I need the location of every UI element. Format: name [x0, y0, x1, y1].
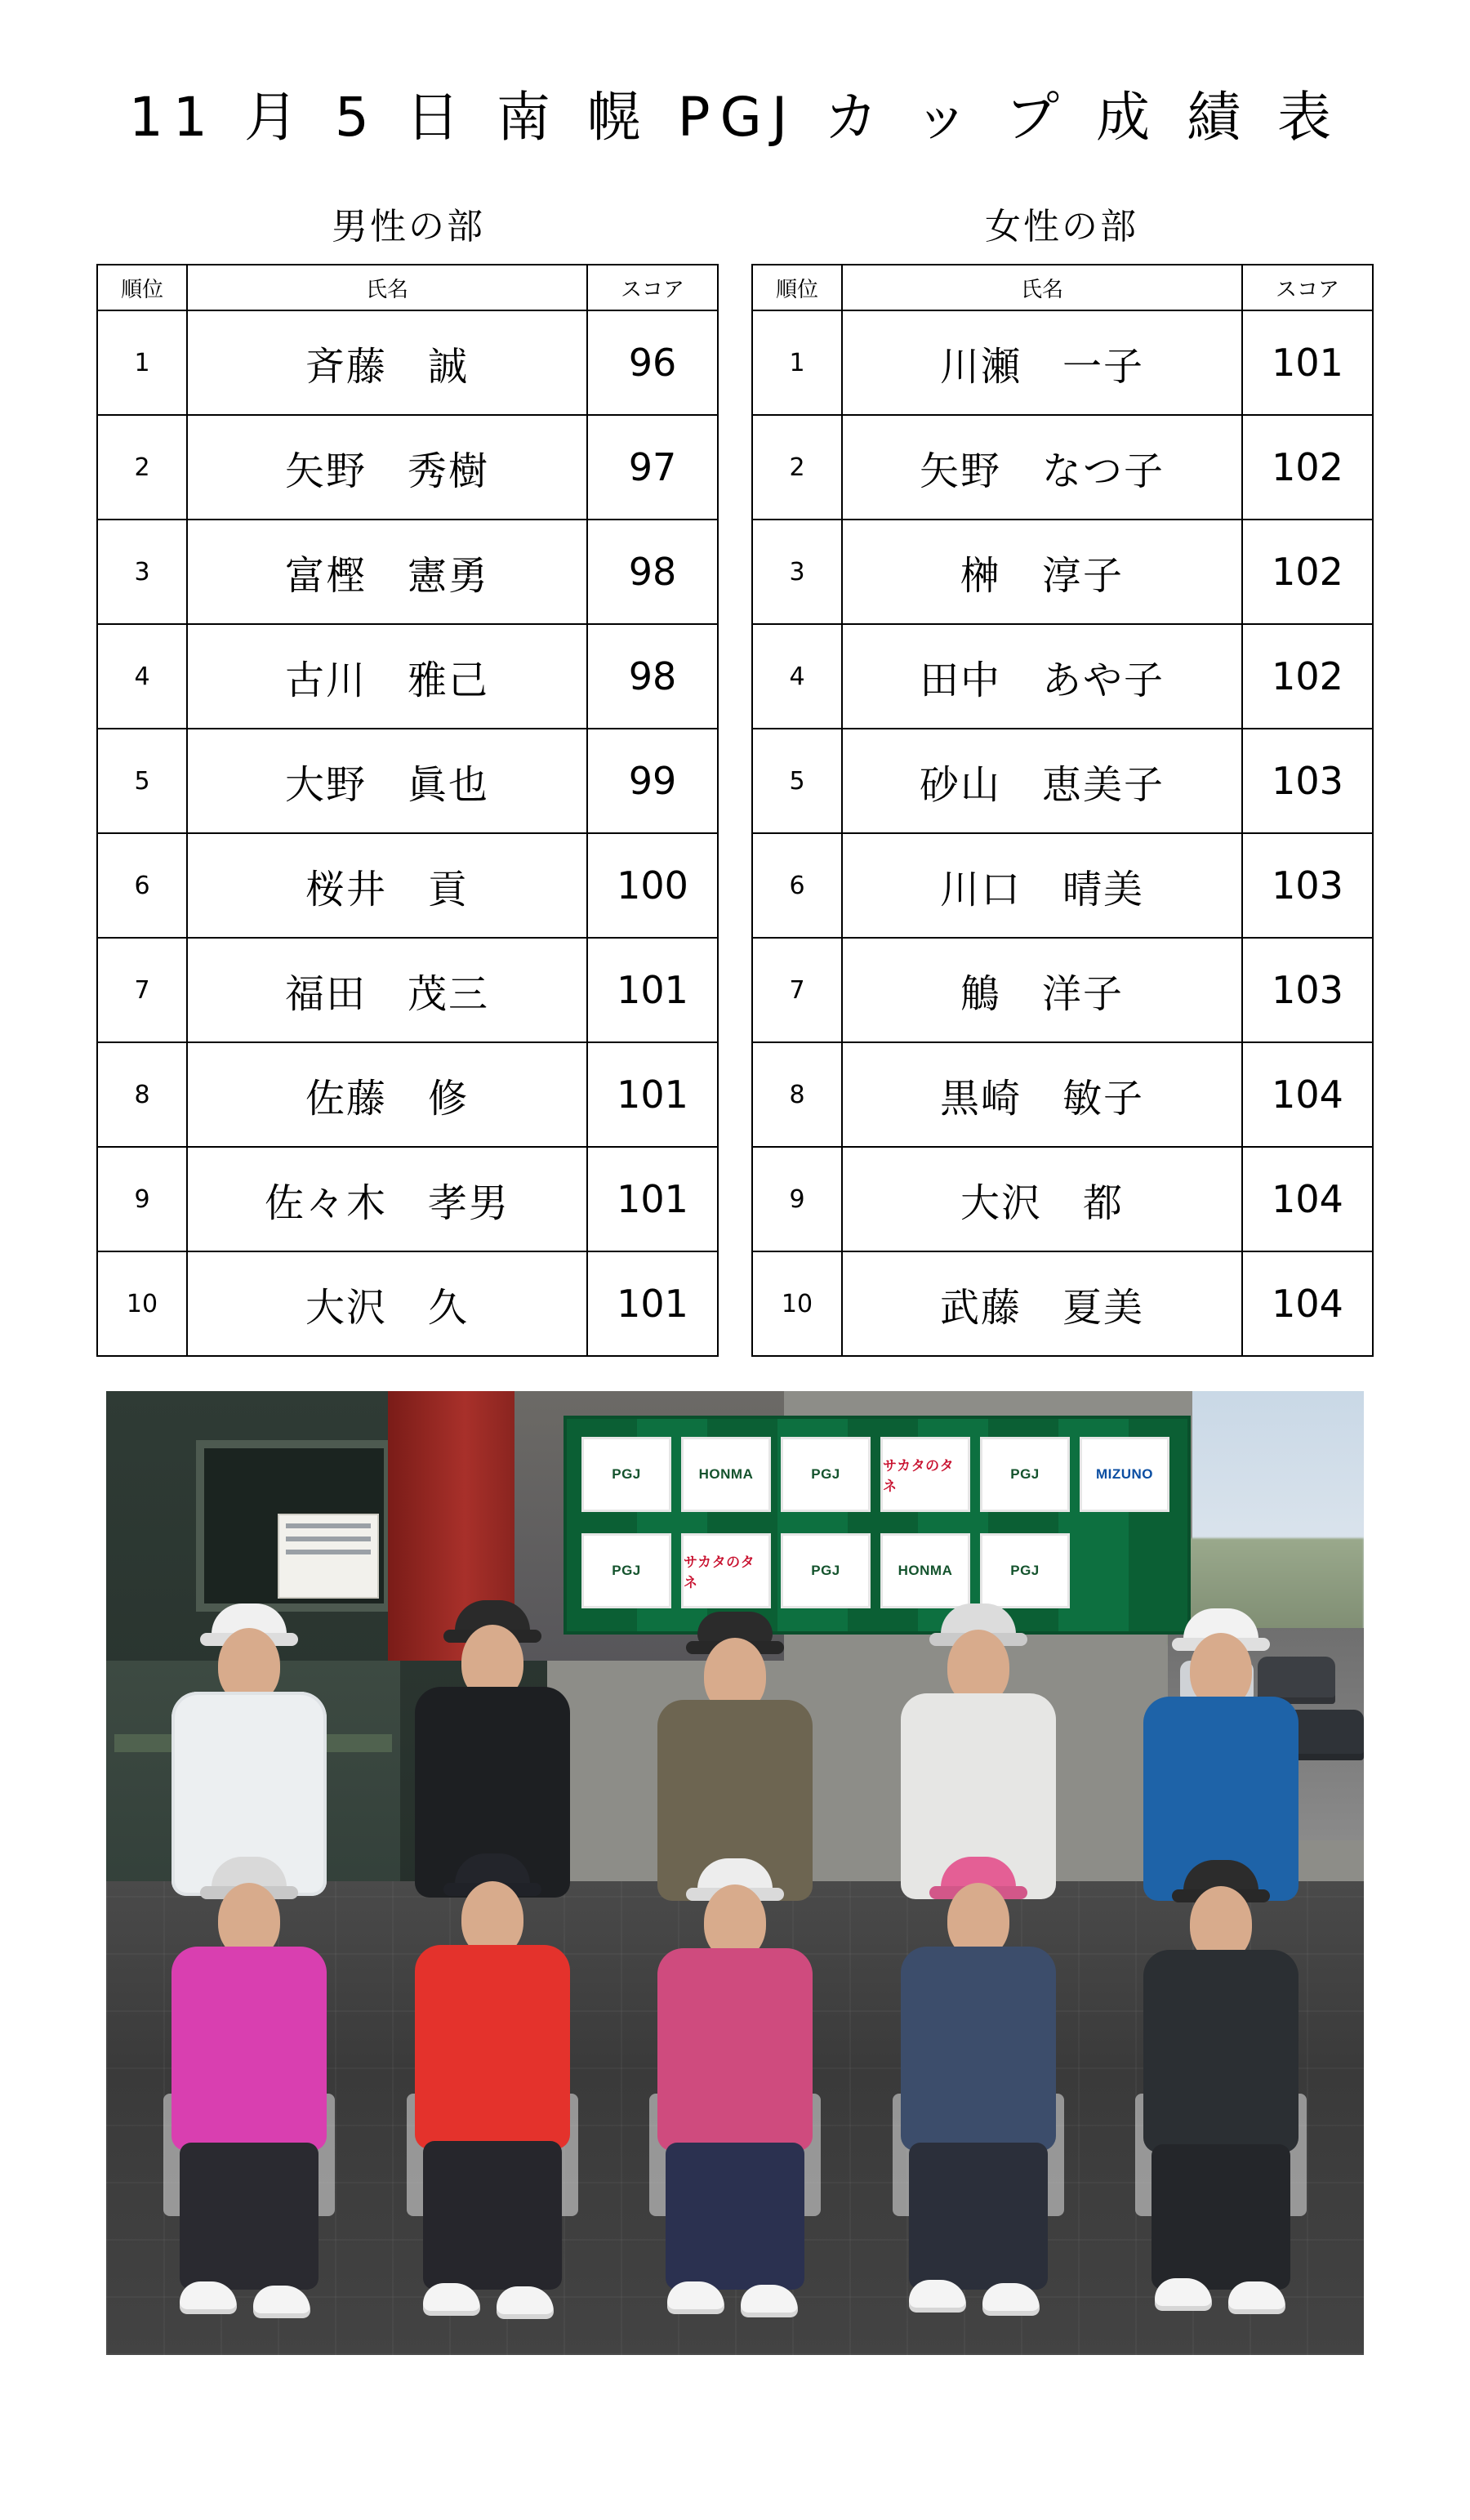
banner-logo: PGJ: [980, 1533, 1070, 1608]
cell-score: 101: [587, 1147, 718, 1251]
table-row: [97, 310, 718, 415]
cell-rank: 4: [752, 624, 842, 729]
table-row: [97, 415, 718, 520]
cell-name: 桜井 貢: [187, 833, 587, 938]
cell-rank: 3: [97, 520, 187, 624]
table-row: [752, 1251, 1373, 1356]
table-row: [752, 938, 1373, 1042]
cell-name: 黒崎 敏子: [842, 1042, 1242, 1147]
results-sheet: [0, 74, 1470, 2520]
cell-rank: 5: [752, 729, 842, 833]
cell-name: 斉藤 誠: [187, 310, 587, 415]
cell-rank: 7: [752, 938, 842, 1042]
person-front-5: [1119, 1849, 1323, 2355]
cell-score: 97: [587, 415, 718, 520]
banner-logo: サカタのタネ: [880, 1437, 970, 1512]
banner-logo: HONMA: [681, 1437, 771, 1512]
cell-score: 103: [1242, 833, 1373, 938]
table-row: [97, 624, 718, 729]
column-header-rank: 順位: [752, 265, 842, 310]
cell-rank: 1: [97, 310, 187, 415]
cell-rank: 7: [97, 938, 187, 1042]
banner-logo: PGJ: [781, 1533, 871, 1608]
table-row: [752, 833, 1373, 938]
banner-logo: PGJ: [581, 1437, 671, 1512]
women-results-table: [751, 264, 1374, 1357]
table-row: [97, 520, 718, 624]
cell-score: 102: [1242, 624, 1373, 729]
cell-score: 100: [587, 833, 718, 938]
cell-score: 102: [1242, 415, 1373, 520]
banner-logo: MIZUNO: [1080, 1437, 1169, 1512]
results-tables: [0, 264, 1470, 1357]
shoe: [253, 2286, 310, 2318]
torso: [172, 1947, 327, 2151]
cell-name: 砂山 恵美子: [842, 729, 1242, 833]
group-photo-wrap: [0, 1391, 1470, 2355]
cell-name: 田中 あや子: [842, 624, 1242, 729]
cell-rank: 8: [97, 1042, 187, 1147]
cell-score: 102: [1242, 520, 1373, 624]
cell-name: 古川 雅己: [187, 624, 587, 729]
cell-rank: 10: [752, 1251, 842, 1356]
cell-score: 98: [587, 624, 718, 729]
torso: [901, 1947, 1056, 2151]
table-row: [97, 1147, 718, 1251]
table-header-row: [752, 265, 1373, 310]
cell-rank: 6: [97, 833, 187, 938]
cell-name: 川瀬 一子: [842, 310, 1242, 415]
cell-rank: 9: [752, 1147, 842, 1251]
cell-score: 104: [1242, 1251, 1373, 1356]
table-row: [97, 729, 718, 833]
shoe: [497, 2286, 554, 2319]
cell-score: 104: [1242, 1147, 1373, 1251]
person-front-2: [390, 1849, 595, 2355]
table-header-row: [97, 265, 718, 310]
cell-name: 矢野 なつ子: [842, 415, 1242, 520]
column-header-rank: 順位: [97, 265, 187, 310]
cell-rank: 2: [752, 415, 842, 520]
torso: [1143, 1950, 1298, 2152]
table-row: [752, 624, 1373, 729]
table-row: [752, 415, 1373, 520]
table-row: [752, 1042, 1373, 1147]
cell-name: 川口 晴美: [842, 833, 1242, 938]
table-row: [97, 938, 718, 1042]
table-row: [752, 729, 1373, 833]
section-heading-row: [0, 197, 1470, 249]
cell-name: 福田 茂三: [187, 938, 587, 1042]
group-photo: [106, 1391, 1364, 2355]
cell-rank: 5: [97, 729, 187, 833]
shoe: [741, 2285, 798, 2317]
cell-score: 98: [587, 520, 718, 624]
table-row: [752, 1147, 1373, 1251]
legs: [909, 2143, 1048, 2290]
column-header-score: スコア: [587, 265, 718, 310]
cell-rank: 3: [752, 520, 842, 624]
cell-score: 96: [587, 310, 718, 415]
column-header-name: 氏名: [187, 265, 587, 310]
legs: [180, 2143, 318, 2290]
cell-score: 101: [1242, 310, 1373, 415]
cell-name: 大野 眞也: [187, 729, 587, 833]
posted-notice: [278, 1514, 379, 1599]
page-title: 11 月 5 日 南 幌 PGJ カ ッ プ 成 績 表: [128, 86, 1342, 149]
legs: [666, 2143, 804, 2290]
cell-rank: 9: [97, 1147, 187, 1251]
table-row: [97, 833, 718, 938]
cell-rank: 8: [752, 1042, 842, 1147]
banner-logo: PGJ: [781, 1437, 871, 1512]
cell-rank: 4: [97, 624, 187, 729]
cell-score: 101: [587, 1042, 718, 1147]
legs: [1152, 2144, 1290, 2290]
person-front-4: [876, 1849, 1080, 2355]
cell-name: 矢野 秀樹: [187, 415, 587, 520]
cell-rank: 1: [752, 310, 842, 415]
cell-score: 99: [587, 729, 718, 833]
table-row: [97, 1251, 718, 1356]
person-front-1: [147, 1849, 351, 2355]
cell-score: 101: [587, 1251, 718, 1356]
table-row: [97, 1042, 718, 1147]
cell-name: 佐々木 孝男: [187, 1147, 587, 1251]
cell-name: 富樫 憲勇: [187, 520, 587, 624]
cell-score: 103: [1242, 729, 1373, 833]
banner-logo: HONMA: [880, 1533, 970, 1608]
cell-score: 104: [1242, 1042, 1373, 1147]
banner-logo: PGJ: [980, 1437, 1070, 1512]
women-section-heading: 女性の部: [985, 206, 1138, 248]
torso: [657, 1948, 813, 2151]
cell-name: 鵤 洋子: [842, 938, 1242, 1042]
table-row: [752, 310, 1373, 415]
men-results-table: [96, 264, 719, 1357]
cell-rank: 2: [97, 415, 187, 520]
banner-logo: PGJ: [581, 1533, 671, 1608]
cell-score: 103: [1242, 938, 1373, 1042]
cell-name: 大沢 都: [842, 1147, 1242, 1251]
legs: [423, 2141, 562, 2290]
cell-rank: 10: [97, 1251, 187, 1356]
cell-name: 武藤 夏美: [842, 1251, 1242, 1356]
column-header-name: 氏名: [842, 265, 1242, 310]
cell-name: 大沢 久: [187, 1251, 587, 1356]
table-row: [752, 520, 1373, 624]
front-row-people: [106, 1849, 1364, 2355]
banner-logo: サカタのタネ: [681, 1533, 771, 1608]
column-header-score: スコア: [1242, 265, 1373, 310]
torso: [415, 1945, 570, 2149]
cell-rank: 6: [752, 833, 842, 938]
person-front-3: [633, 1849, 837, 2355]
cell-score: 101: [587, 938, 718, 1042]
cell-name: 佐藤 修: [187, 1042, 587, 1147]
cell-name: 榊 淳子: [842, 520, 1242, 624]
men-section-heading: 男性の部: [332, 206, 485, 248]
